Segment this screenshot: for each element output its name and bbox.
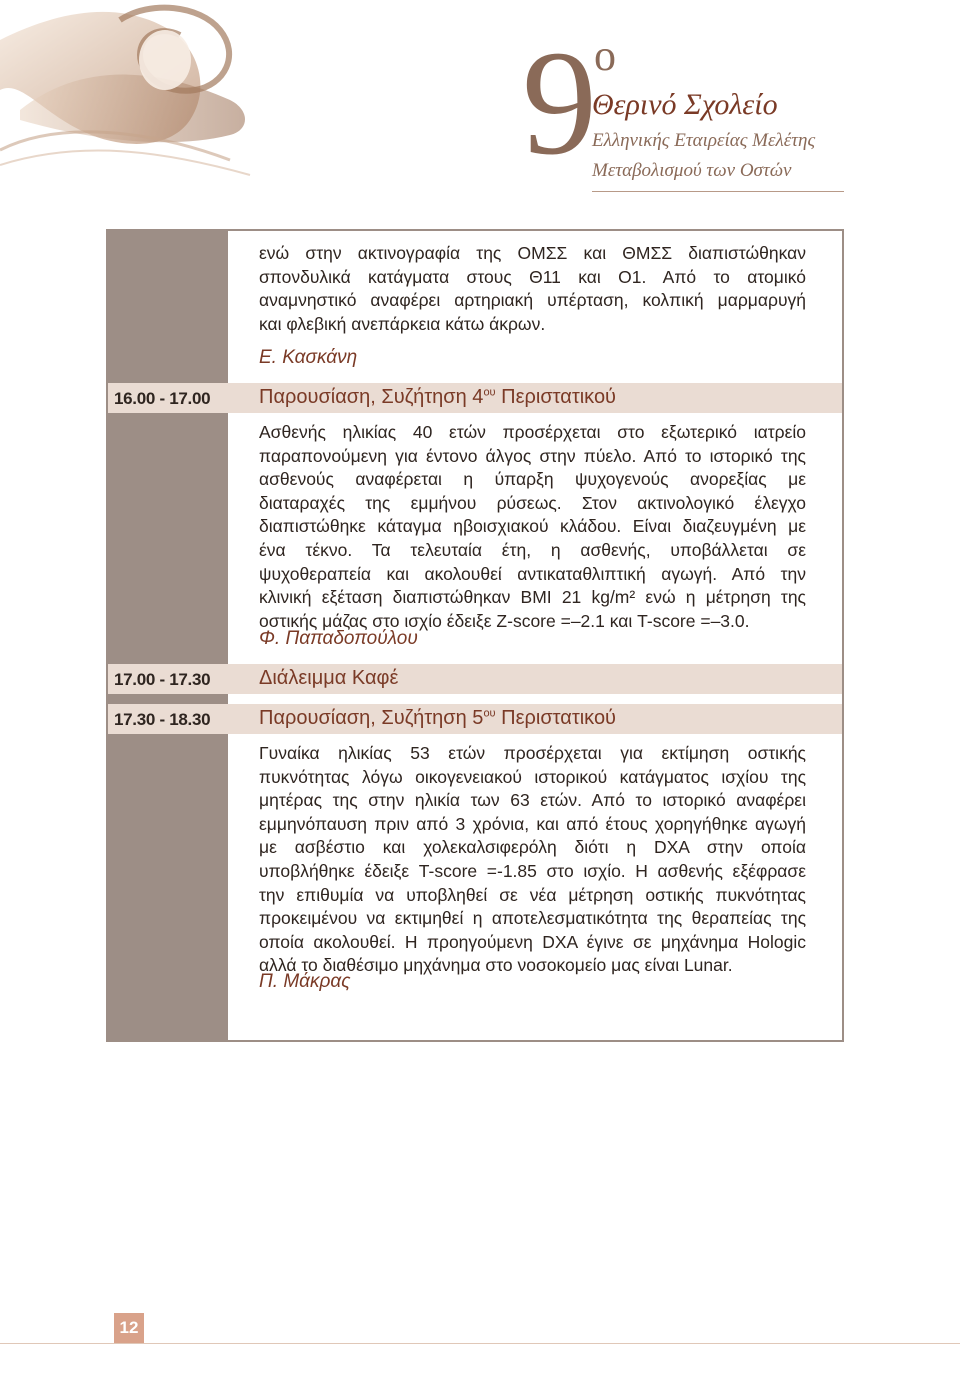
session-4-title-end: Περιστατικού (495, 386, 616, 408)
paragraph-line: διαταραχές της εμμήνου ρύσεως. Στον ακτινολογικό έλεγχο (259, 492, 806, 513)
paragraph-line: ένα τέκνο. Τα τελευταία έτη, η ασθενής, υποβάλλεται σε (259, 539, 806, 560)
paragraph-line: οστικής μάζας στο ισχίο έδειξε Z-score =–2.1 και T-score =–3.0. (259, 610, 750, 631)
session-4-author: Φ. Παπαδοπούλου (259, 628, 418, 649)
intro-author: Ε. Κασκάνη (259, 347, 358, 368)
paragraph-line: ασθενούς αναφέρεται η ύπαρξη ψυχογενούς ανορεξίας με (259, 469, 806, 490)
paragraph-line: κλινική εξέταση διαπιστώθηκαν BMI 21 kg/m² ενώ η μέτρηση της (259, 587, 806, 608)
paragraph-line: πυκνότητας λόγω οικογενειακού ιστορικού κατάγματος ισχίου της (259, 766, 806, 787)
header-subtitle-line1: Ελληνικής Εταιρείας Μελέτης (592, 130, 816, 151)
session-5-author: Π. Μάκρας (259, 971, 351, 992)
edition-number: 9 (522, 20, 593, 186)
paragraph-line: ψυχοθεραπεία και ακολουθεί αντικαταθλιπτική αγωγή. Από την (259, 563, 806, 584)
paragraph-line: παραπονούμενη για έντονο άλγος στην πύελο. Από το ιστορικό της (259, 445, 806, 466)
page-number: 12 (114, 1313, 144, 1343)
paragraph-line: προκειμένου να εκτιμηθεί η αποτελεσματικότητα της θεραπείας της (259, 908, 806, 929)
session-5-title (259, 707, 616, 730)
session-4-title-text: Παρουσίαση, Συζήτηση 4 (259, 386, 484, 408)
logo-artwork (0, 0, 300, 180)
session-4-title-sup: ου (483, 386, 496, 399)
paragraph-line: μητέρας της στην ηλικία των 63 ετών. Από το ιστορικό αναφέρει (259, 790, 806, 811)
session-5-title-end: Περιστατικού (495, 707, 616, 729)
header-divider (592, 191, 844, 192)
paragraph-line: την επιθυμία να υποβληθεί σε νέα μέτρηση οστικής πυκνότητας (259, 884, 806, 905)
paragraph-line: εμμηνόπαυση πριν από 3 χρόνια, και από έτους χορηγήθηκε αγωγή (259, 813, 806, 834)
paragraph-line: υποβλήθηκε έδειξε T-score =-1.85 στο ισχίο. Η ασθενής εξέφρασε (259, 860, 806, 881)
paragraph-line: οποία ακολουθεί. Η προηγούμενη DXA έγινε σε μηχάνημα Hologic (259, 931, 806, 952)
paragraph-line: και φλεβική ανεπάρκεια κάτω άκρων. (259, 313, 546, 334)
break-time: 17.00 - 17.30 (114, 670, 211, 689)
session-4-title (259, 386, 616, 409)
session-5-time: 17.30 - 18.30 (114, 710, 211, 729)
intro-paragraph (259, 242, 806, 336)
session-4-paragraph (259, 421, 806, 633)
session-4-time: 16.00 - 17.00 (114, 389, 211, 408)
paragraph-line: Γυναίκα ηλικίας 53 ετών προσέρχεται για εκτίμηση οστικής (259, 743, 806, 763)
break-band (108, 664, 842, 694)
header-subtitle-line2: Μεταβολισμού των Οστών (592, 160, 792, 181)
break-title: Διάλειμμα Καφέ (259, 667, 399, 689)
paragraph-line: αλλά το διαθέσιμο μηχάνημα στο νοσοκομείο μας είναι Lunar. (259, 955, 733, 976)
session-5-paragraph (259, 742, 806, 978)
paragraph-line: με ασβέστιο και χολεκαλσιφερόλη διότι η DXA στην οποία (259, 837, 806, 858)
edition-suffix: ο (594, 31, 616, 80)
footer-rule (0, 1343, 960, 1344)
paragraph-line: αναμνηστικό αναφέρει αρτηριακή υπέρταση, κολπική μαρμαρυγή (259, 290, 806, 311)
page-title: Θερινό Σχολείο (592, 88, 778, 121)
session-5-title-text: Παρουσίαση, Συζήτηση 5 (259, 707, 484, 729)
paragraph-line: Ασθενής ηλικίας 40 ετών προσέρχεται στο εξωτερικό ιατρείο (259, 422, 806, 442)
time-column (108, 231, 228, 1040)
paragraph-line: διαπιστώθηκε κάταγμα ηβοισχιακού κλάδου. Είναι διαζευγμένη με (259, 516, 806, 537)
paragraph-line: σπονδυλικά κατάγματα στους Θ11 και Ο1. Από το ατομικό (259, 266, 806, 287)
paragraph-line: ενώ στην ακτινογραφία της ΟΜΣΣ και ΘΜΣΣ διαπιστώθηκαν (259, 243, 806, 263)
session-5-title-sup: ου (483, 707, 496, 720)
